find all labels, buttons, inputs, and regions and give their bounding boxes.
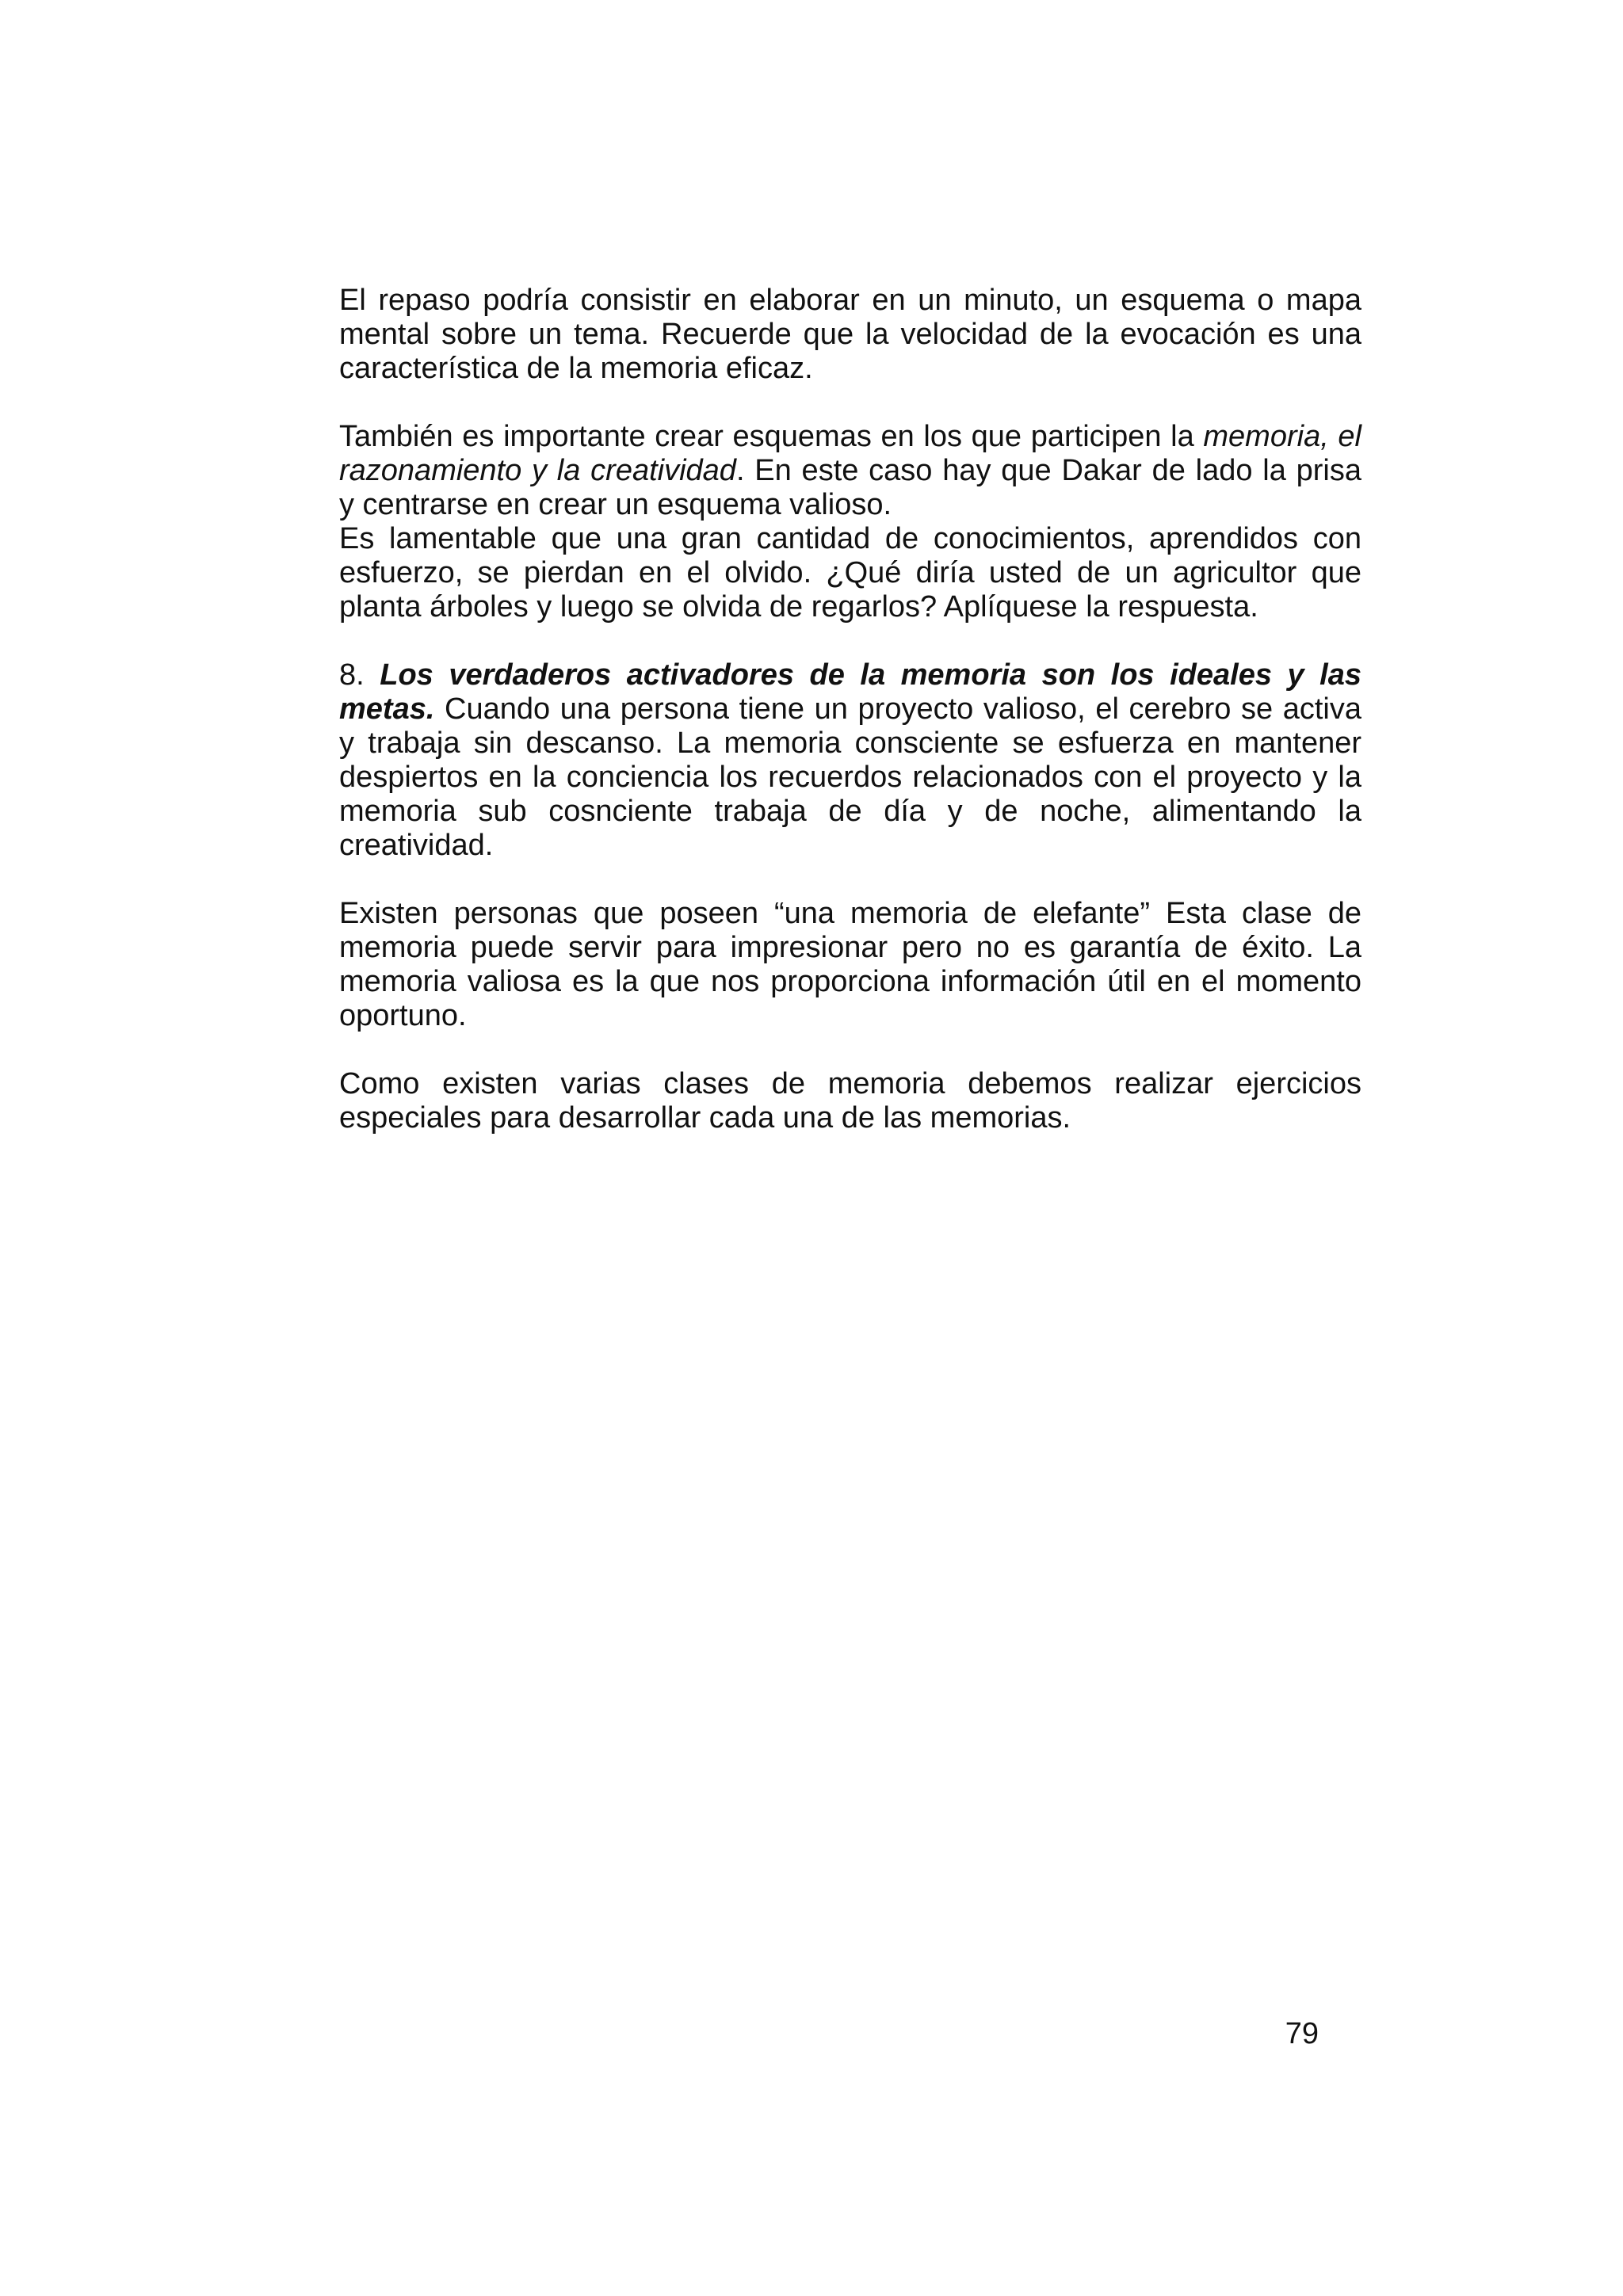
paragraph-spacer bbox=[339, 386, 1361, 420]
paragraph-spacer bbox=[339, 1033, 1361, 1067]
paragraph-activadores bbox=[339, 658, 1361, 863]
paragraph-esquemas-rest: . En este caso hay que Dakar de lado la prisa y centrarse en crear un esquema valioso. bbox=[339, 454, 1362, 521]
paragraph-olvido: Es lamentable que una gran cantidad de conocimientos, aprendidos con esfuerzo, se pierdan en el olvido. ¿Qué diría usted de un agricultor que planta árboles y luego se olvida de regarlos? Aplíquese la respuesta. bbox=[339, 522, 1361, 624]
paragraph-spacer bbox=[339, 863, 1361, 897]
page-number: 79 bbox=[1285, 2017, 1319, 2050]
list-number: 8. bbox=[339, 658, 380, 692]
paragraph-esquemas-intro: También es importante crear esquemas en los que participen la bbox=[339, 420, 1204, 453]
paragraph-elefante: Existen personas que poseen “una memoria de elefante” Esta clase de memoria puede servir para impresionar pero no es garantía de éxito. La memoria valiosa es la que nos proporciona información útil en el momento oportuno. bbox=[339, 897, 1361, 1032]
paragraph-spacer bbox=[339, 624, 1361, 658]
body-text bbox=[339, 284, 1361, 1135]
section-heading: Los verdaderos activadores de la memoria son los ideales y las metas. bbox=[339, 658, 1361, 726]
paragraph-esquemas bbox=[339, 420, 1361, 522]
paragraph-activadores-body: Cuando una persona tiene un proyecto valioso, el cerebro se activa y trabaja sin descanso. La memoria consciente se esfuerza en mantener despiertos en la conciencia los recuerdos relacionados con el proyecto y la memoria sub cosnciente trabaja de día y de noche, alimentando la creatividad. bbox=[339, 692, 1361, 862]
paragraph-clases-memoria: Como existen varias clases de memoria debemos realizar ejercicios especiales para desarrollar cada una de las memorias. bbox=[339, 1067, 1361, 1135]
paragraph-repaso: El repaso podría consistir en elaborar en un minuto, un esquema o mapa mental sobre un tema. Recuerde que la velocidad de la evocación es una característica de la memoria eficaz. bbox=[339, 284, 1361, 385]
italic-emphasis: memoria, el razonamiento y la creatividad bbox=[339, 420, 1361, 487]
